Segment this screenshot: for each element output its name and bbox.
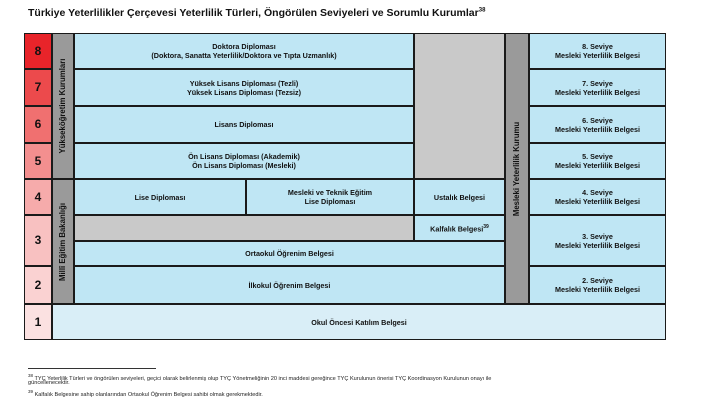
masters-cell: Yüksek Lisans Diploması (Tezli) Yüksek Lisans Diploması (Tezsiz) — [74, 69, 414, 106]
vocational-certificate-level-3: 3. Seviye Mesleki Yeterlilik Belgesi — [529, 215, 666, 266]
primary-school-certificate-cell: İlkokul Öğrenim Belgesi — [74, 266, 505, 304]
mastership-certificate-cell: Ustalık Belgesi — [414, 179, 505, 215]
vocational-certificate-level-7: 7. Seviye Mesleki Yeterlilik Belgesi — [529, 69, 666, 106]
level-cell-8: 8 — [24, 33, 52, 69]
footnote-39: $^{39}$ Kalfalık Belgesine sahip olanlarından Ortaokul Öğrenim Belgesi sahibi olmak gerekmektedir. — [28, 389, 263, 398]
level-cell-5: 5 — [24, 143, 52, 179]
level-cell-6: 6 — [24, 106, 52, 143]
vocational-certificate-level-4: 4. Seviye Mesleki Yeterlilik Belgesi — [529, 179, 666, 215]
higher-education-authority-label: Yükseköğretim Kurumları — [58, 58, 67, 154]
level-cell-1: 1 — [24, 304, 52, 340]
level-cell-3: 3 — [24, 215, 52, 266]
high-school-diploma-cell: Lise Diploması — [74, 179, 246, 215]
vocational-high-school-cell: Mesleki ve Teknik Eğitim Lise Diploması — [246, 179, 414, 215]
footnote-38-continued: güncellenecektir. — [28, 380, 70, 386]
level-cell-7: 7 — [24, 69, 52, 106]
footnote-38: $^{38}$ TYÇ Yeterlilik Türleri ve öngörülen seviyeleri, geçici olarak belirlenmiş olup TYÇ Yönetmeliğinin 20 inci maddesi gereğince TYÇ Kurulunun önerisi TYÇ Koordinasyon Kurulunun onayı ile — [28, 373, 492, 382]
middle-school-certificate-cell: Ortaokul Öğrenim Belgesi — [74, 241, 505, 266]
preschool-certificate-cell: Okul Öncesi Katılım Belgesi — [52, 304, 666, 340]
empty-gray-block — [414, 33, 505, 179]
myk-authority-label: Mesleki Yeterlilik Kurumu — [512, 121, 521, 217]
journeyman-certificate-cell: Kalfalık Belgesi$^{39}$ — [414, 215, 505, 241]
bachelors-cell: Lisans Diploması — [74, 106, 414, 143]
vocational-certificate-level-2: 2. Seviye Mesleki Yeterlilik Belgesi — [529, 266, 666, 304]
associate-cell: Ön Lisans Diploması (Akademik) Ön Lisans Diploması (Mesleki) — [74, 143, 414, 179]
vocational-certificate-level-5: 5. Seviye Mesleki Yeterlilik Belgesi — [529, 143, 666, 179]
doctorate-cell: Doktora Diploması (Doktora, Sanatta Yeterlilik/Doktora ve Tıpta Uzmanlık) — [74, 33, 414, 69]
vocational-certificate-level-8: 8. Seviye Mesleki Yeterlilik Belgesi — [529, 33, 666, 69]
level-cell-4: 4 — [24, 179, 52, 215]
footnote-divider — [28, 368, 156, 369]
page-title: Türkiye Yeterlilikler Çerçevesi Yeterlilik Türleri, Öngörülen Seviyeleri ve Sorumlu Kurumlar$^{38}$ — [28, 7, 486, 19]
vocational-certificate-level-6: 6. Seviye Mesleki Yeterlilik Belgesi — [529, 106, 666, 143]
level-3-empty-block — [74, 215, 414, 241]
level-cell-2: 2 — [24, 266, 52, 304]
meb-authority-label: Millî Eğitim Bakanlığı — [58, 203, 67, 281]
